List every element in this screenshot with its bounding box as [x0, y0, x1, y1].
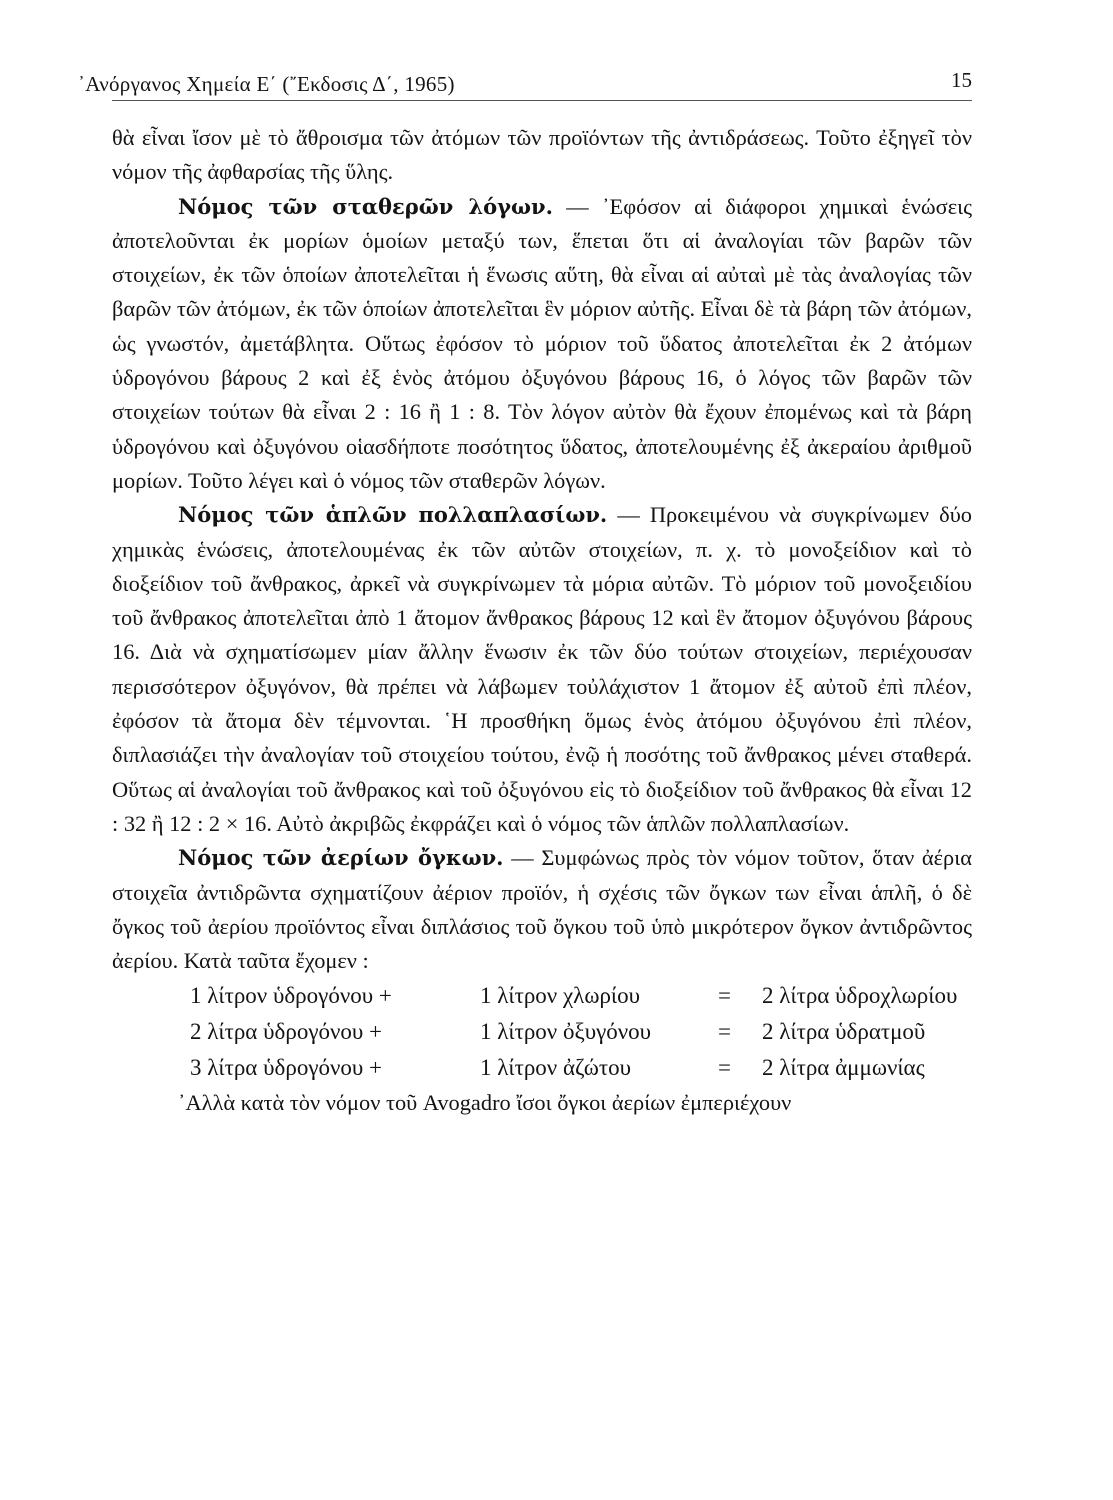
reactant-1: 3 λίτρα ὑδρογόνου +	[190, 1055, 382, 1081]
law-text-gas-volumes: — Συμφώνως πρὸς τὸν νόμον τοῦτον, ὅταν ἀέρια στοιχεῖα ἀντιδρῶντα σχηματίζουν ἀέριον προϊόν, ἡ σχέσις τῶν ὄγκων των εἶναι ἁπλῆ, ὁ δὲ ὄγκος τοῦ ἀερίου προϊόντος εἶναι διπλάσιος τοῦ ὄγκου τοῦ ὑπὸ μικρότερον ὄγκον ἀντιδρῶντος ἀερίου. Κατὰ ταῦτα ἔχομεν :	[112, 845, 972, 974]
page-body	[112, 121, 972, 1120]
reactant-2: 1 λίτρον ἀζώτου	[480, 1055, 631, 1081]
law-title-multiple-proportions: Νόμος τῶν ἁπλῶν πολλαπλασίων.	[178, 502, 608, 528]
product: 2 λίτρα ὑδροχλωρίου	[762, 983, 958, 1009]
reaction-row	[112, 1014, 972, 1050]
law-title-gas-volumes: Νόμος τῶν ἀερίων ὄγκων.	[178, 845, 504, 871]
paragraph-law-constant-proportions	[112, 190, 972, 499]
paragraph-law-multiple-proportions	[112, 498, 972, 841]
page-number: 15	[951, 68, 972, 92]
law-title-constant-proportions: Νόμος τῶν σταθερῶν λόγων.	[178, 193, 553, 219]
reactant-2: 1 λίτρον ὀξυγόνου	[480, 1019, 652, 1045]
equals-sign: =	[718, 1019, 731, 1045]
product: 2 λίτρα ἀμμωνίας	[762, 1055, 925, 1081]
running-title: ᾽Ανόργανος Χημεία Ε΄ (῎Εκδοσις Δ΄, 1965)	[78, 72, 455, 96]
paragraph-avogadro: ᾽Αλλὰ κατὰ τὸν νόμον τοῦ Avogadro ἴσοι ὄγκοι ἀερίων ἐμπεριέχουν	[178, 1090, 792, 1116]
reaction-row	[112, 1050, 972, 1086]
equals-sign: =	[718, 1055, 731, 1081]
reactant-1: 2 λίτρα ὑδρογόνου +	[190, 1019, 382, 1045]
paragraph-continuation: θὰ εἶναι ἴσον μὲ τὸ ἄθροισμα τῶν ἀτόμων τῶν προϊόντων τῆς ἀντιδράσεως. Τοῦτο ἐξηγεῖ τὸν νόμον τῆς ἀφθαρσίας τῆς ὕλης.	[112, 125, 972, 185]
product: 2 λίτρα ὑδρατμοῦ	[762, 1019, 926, 1045]
reaction-row	[112, 978, 972, 1014]
paragraph-law-gas-volumes	[112, 841, 972, 978]
law-text-multiple-proportions: — Προκειμένου νὰ συγκρίνωμεν δύο χημικὰς ἑνώσεις, ἀποτελουμένας ἐκ τῶν αὐτῶν στοιχείων, π. χ. τὸ μονοξείδιον καὶ τὸ διοξείδιον τοῦ ἄνθρακος, ἀρκεῖ νὰ συγκρίνωμεν τὰ μόρια αὐτῶν. Τὸ μόριον τοῦ μονοξειδίου τοῦ ἄνθρακος ἀποτελεῖται ἀπὸ 1 ἄτομον ἄνθρακος βάρους 12 καὶ ἓν ἄτομον ὀξυγόνου βάρους 16. Διὰ νὰ σχηματίσωμεν μίαν ἄλλην ἕνωσιν ἐκ τῶν δύο τούτων στοιχείων, περιέχουσαν περισσότερον ὀξυγόνον, θὰ πρέπει νὰ λάβωμεν τοὐλάχιστον 1 ἄτομον ἐξ αὐτοῦ ἐπὶ πλέον, ἐφόσον τὰ ἄτομα δὲν τέμνονται. ῾Η προσθήκη ὅμως ἑνὸς ἀτόμου ὀξυγόνου ἐπὶ πλέον, διπλασιάζει τὴν ἀναλογίαν τοῦ στοιχείου τούτου, ἐνῷ ἡ ποσότης τοῦ ἄνθρακος μένει σταθερά. Οὕτως αἱ ἀναλογίαι τοῦ ἄνθρακος καὶ τοῦ ὀξυγόνου εἰς τὸ διοξείδιον τοῦ ἄνθρακος θὰ εἶναι 12 : 32 ἢ 12 : 2 × 16. Αὐτὸ ἀκριβῶς ἐκφράζει καὶ ὁ νόμος τῶν ἁπλῶν πολλαπλασίων.	[112, 502, 972, 836]
book-page	[78, 60, 972, 1120]
equals-sign: =	[718, 983, 731, 1009]
law-text-constant-proportions: — ᾽Εφόσον αἱ διάφοροι χημικαὶ ἑνώσεις ἀποτελοῦνται ἐκ μορίων ὁμοίων μεταξύ των, ἕπεται ὅτι αἱ ἀναλογίαι τῶν βαρῶν τῶν στοιχείων, ἐκ τῶν ὁποίων ἀποτελεῖται ἡ ἕνωσις αὕτη, θὰ εἶναι αἱ αὐταὶ μὲ τὰς ἀναλογίας τῶν βαρῶν τῶν ἀτόμων, ἐκ τῶν ὁποίων ἀποτελεῖται ἓν μόριον αὐτῆς. Εἶναι δὲ τὰ βάρη τῶν ἀτόμων, ὡς γνωστόν, ἀμετάβλητα. Οὕτως ἐφόσον τὸ μόριον τοῦ ὕδατος ἀποτελεῖται ἐκ 2 ἀτόμων ὑδρογόνου βάρους 2 καὶ ἐξ ἑνὸς ἀτόμου ὀξυγόνου βάρους 16, ὁ λόγος τῶν βαρῶν τῶν στοιχείων τούτων θὰ εἶναι 2 : 16 ἢ 1 : 8. Τὸν λόγον αὐτὸν θὰ ἔχουν ἐπομένως καὶ τὰ βάρη ὑδρογόνου καὶ ὀξυγόνου οἱασδήποτε ποσότητος ὕδατος, ἀποτελουμένης ἐξ ἀκεραίου ἀριθμοῦ μορίων. Τοῦτο λέγει καὶ ὁ νόμος τῶν σταθερῶν λόγων.	[112, 193, 972, 493]
page-header	[78, 60, 972, 101]
reactant-1: 1 λίτρον ὑδρογόνου +	[190, 983, 392, 1009]
reactant-2: 1 λίτρον χλωρίου	[480, 983, 641, 1009]
